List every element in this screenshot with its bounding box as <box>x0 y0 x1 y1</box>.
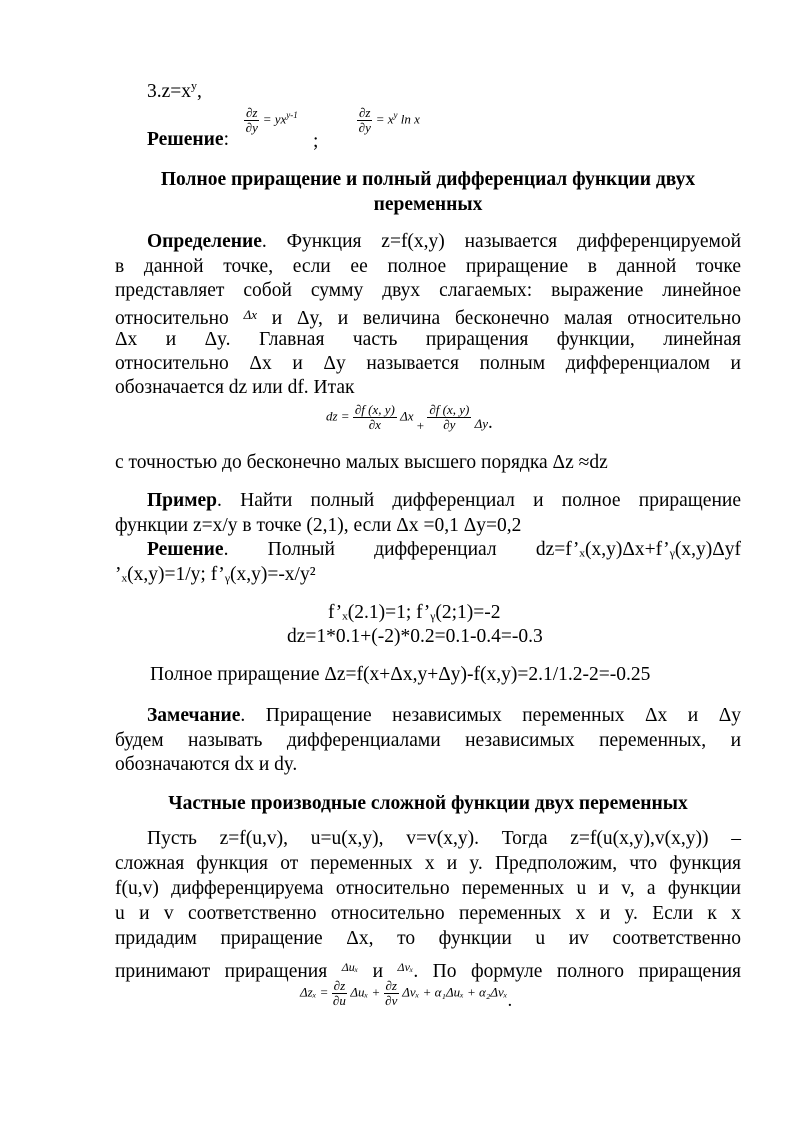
composite-increment-formula: Δzₓ = $\frac{\partial z}{\partial u}$ Δuₓ + $\frac{\partial z}{\partial v}$ Δvₓ + α₁Δuₓ + α₂Δvₓ. <box>300 978 513 1012</box>
problem-3-title: $3.z=x^y$, <box>147 78 202 102</box>
definition-line-4: относительно $^{\Delta x}$ и Δy, и величина бесконечно малая относительно <box>115 307 741 329</box>
composite-line-2: сложная функция от переменных x и y. Предположим, что функция <box>115 853 741 874</box>
problem-3-solution-label: Решение: <box>147 129 229 150</box>
solution-line-1: Решение. Полный дифференциал dz=f’ₓ(x,y)Δx+f’ᵧ(x,y)Δyf <box>147 539 741 560</box>
remark-line-2: будем называть дифференциалами независимых переменных, и <box>115 730 741 751</box>
solution-differential-value: dz=1*0.1+(-2)*0.2=0.1-0.4=-0.3 <box>287 626 543 647</box>
composite-line-5: придадим приращение Δx, то функции u иv соответственно <box>115 928 741 949</box>
composite-line-1: Пусть z=f(u,v), u=u(x,y), v=v(x,y). Тогда z=f(u(x,y),v(x,y)) – <box>147 828 741 849</box>
solution-derivatives-at-point: f’ₓ(2.1)=1; f’ᵧ(2;1)=-2 <box>328 602 501 623</box>
full-increment-value: Полное приращение Δz=f(x+Δx,y+Δy)-f(x,y)=2.1/1.2-2=-0.25 <box>150 664 651 685</box>
definition-line-7: обозначается dz или df. Итак <box>115 377 355 398</box>
section-heading-composite-function: Частные производные сложной функции двух переменных <box>168 793 688 814</box>
total-differential-formula: dz = $\frac{\partial f (x, y)}{\partial x}$ Δx + $\frac{\partial f (x, y)}{\partial y}$ Δy. <box>326 402 493 434</box>
definition-line-3: представляет собой сумму двух слагаемых: выражение линейное <box>115 280 741 301</box>
remark-line-1: Замечание. Приращение независимых переменных Δx и Δy <box>147 705 741 726</box>
definition-line-5: Δx и Δy. Главная часть приращения функции, линейная <box>115 329 741 350</box>
definition-line-6: относительно Δx и Δy называется полным дифференциалом и <box>115 353 741 374</box>
composite-line-6: принимают приращения $^{\Delta u_x}$ и $^{\Delta v_x}$. По формуле полного приращения <box>115 960 742 982</box>
section-heading-total-increment-line2: переменных <box>373 194 483 215</box>
definition-line-1: Определение. Функция z=f(x,y) называется дифференцируемой <box>147 231 741 252</box>
partial-derivative-x-formula: $\frac{\partial z}{\partial y}$ = $yx^{y-1}$ <box>245 105 298 135</box>
example-line-2: функции z=x/y в точке (2,1), если Δx =0,1 Δy=0,2 <box>115 515 522 536</box>
remark-line-3: обозначаются dx и dy. <box>115 754 298 775</box>
accuracy-note: с точностью до бесконечно малых высшего порядка Δz ≈dz <box>115 452 608 473</box>
section-heading-total-increment: Полное приращение и полный дифференциал функции двух <box>160 169 696 190</box>
composite-line-3: f(u,v) дифференцируема относительно переменных u и v, а функции <box>115 878 741 899</box>
partial-derivative-y-formula: $\frac{\partial z}{\partial y}$ = $x^y$ ln x <box>358 105 420 135</box>
composite-line-4: u и v соответственно относительно переменных x и y. Если к x <box>115 903 741 924</box>
solution-line-2: ’ₓ(x,y)=1/y; f’ᵧ(x,y)=-x/y² <box>115 564 316 585</box>
definition-line-2: в данной точке, если ее полное приращение в данной точке <box>115 256 741 277</box>
derivative-separator: ; <box>313 131 319 152</box>
example-line-1: Пример. Найти полный дифференциал и полное приращение <box>147 490 741 511</box>
